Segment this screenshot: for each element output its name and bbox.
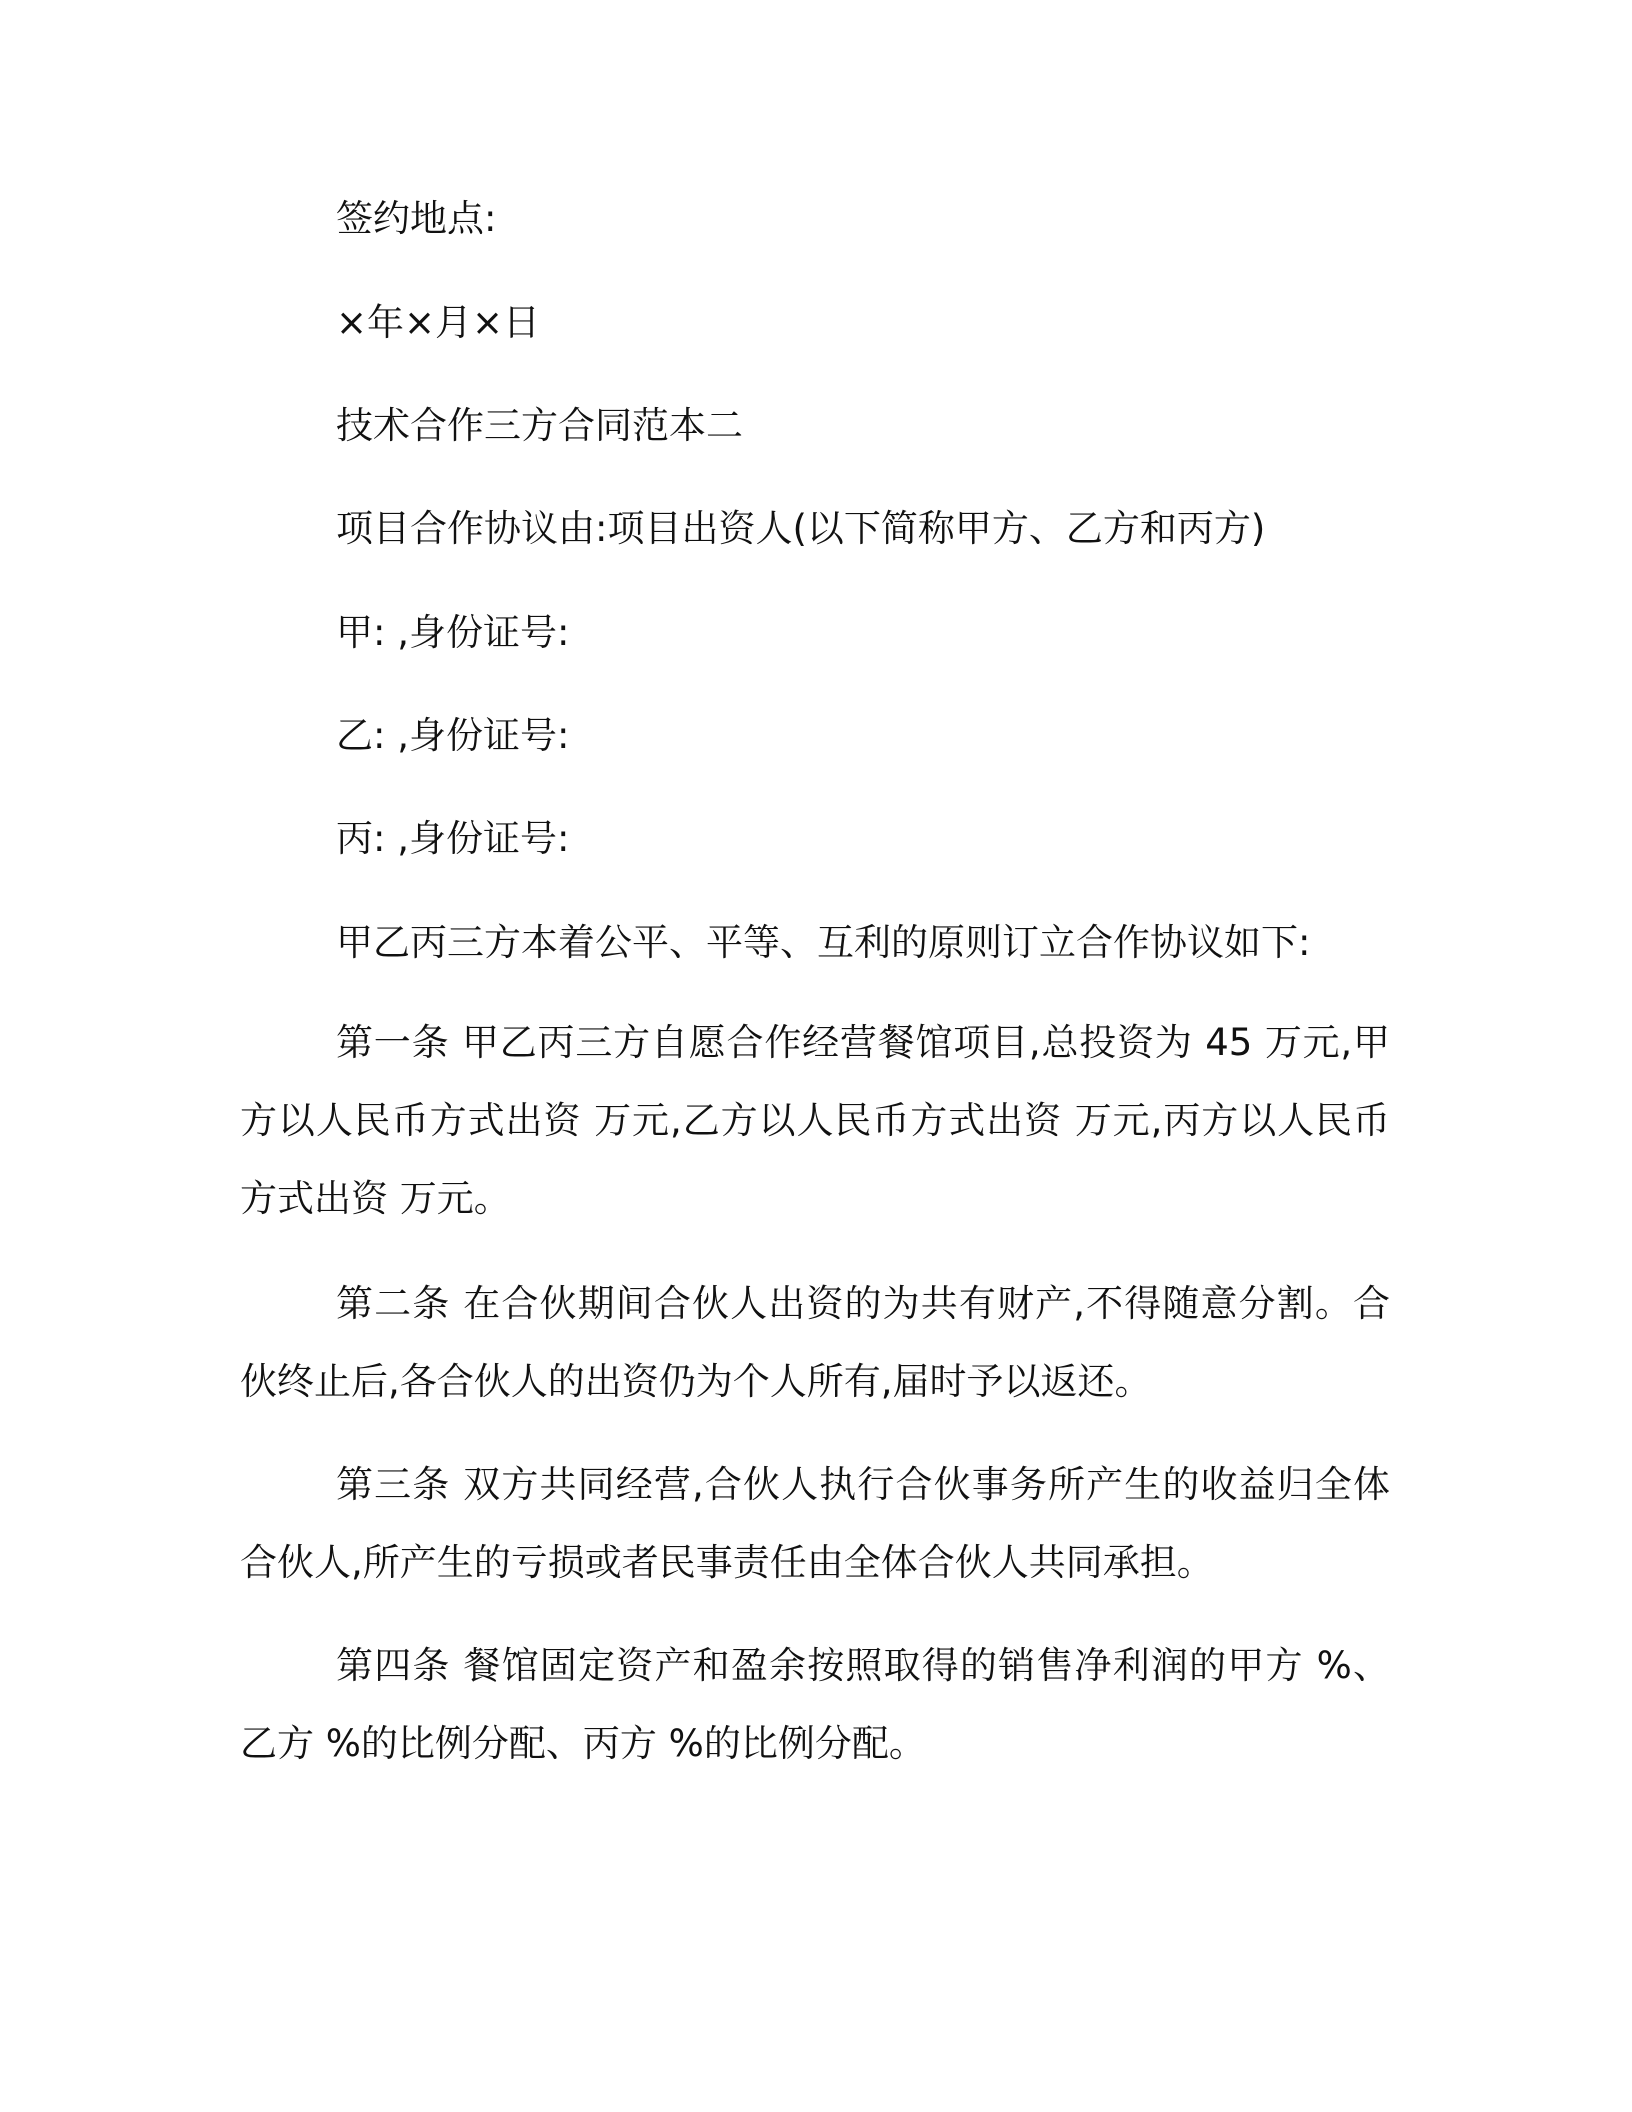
party-c-line: 丙: ,身份证号:: [336, 817, 570, 860]
document-title: 技术合作三方合同范本二: [336, 404, 743, 447]
article-2: 第二条 在合伙期间合伙人出资的为共有财产,不得随意分割。合伙终止后,各合伙人的出资仍为个人所有,届时予以返还。: [240, 1282, 1390, 1403]
article-1: 第一条 甲乙丙三方自愿合作经营餐馆项目,总投资为 45 万元,甲方以人民币方式出资 万元,乙方以人民币方式出资 万元,丙方以人民币方式出资 万元。: [240, 1021, 1390, 1220]
article-4: 第四条 餐馆固定资产和盈余按照取得的销售净利润的甲方 %、乙方 %的比例分配、丙方 %的比例分配。: [240, 1644, 1390, 1765]
intro-line: 项目合作协议由:项目出资人(以下简称甲方、乙方和丙方): [336, 507, 1266, 550]
signing-place: 签约地点:: [336, 197, 497, 240]
party-b-line: 乙: ,身份证号:: [336, 714, 570, 757]
article-3: 第三条 双方共同经营,合伙人执行合伙事务所产生的收益归全体合伙人,所产生的亏损或者民事责任由全体合伙人共同承担。: [240, 1463, 1390, 1584]
party-a-line: 甲: ,身份证号:: [336, 611, 570, 654]
date-line: ×年×月×日: [336, 301, 541, 344]
preamble-line: 甲乙丙三方本着公平、平等、互利的原则订立合作协议如下:: [336, 921, 1311, 964]
